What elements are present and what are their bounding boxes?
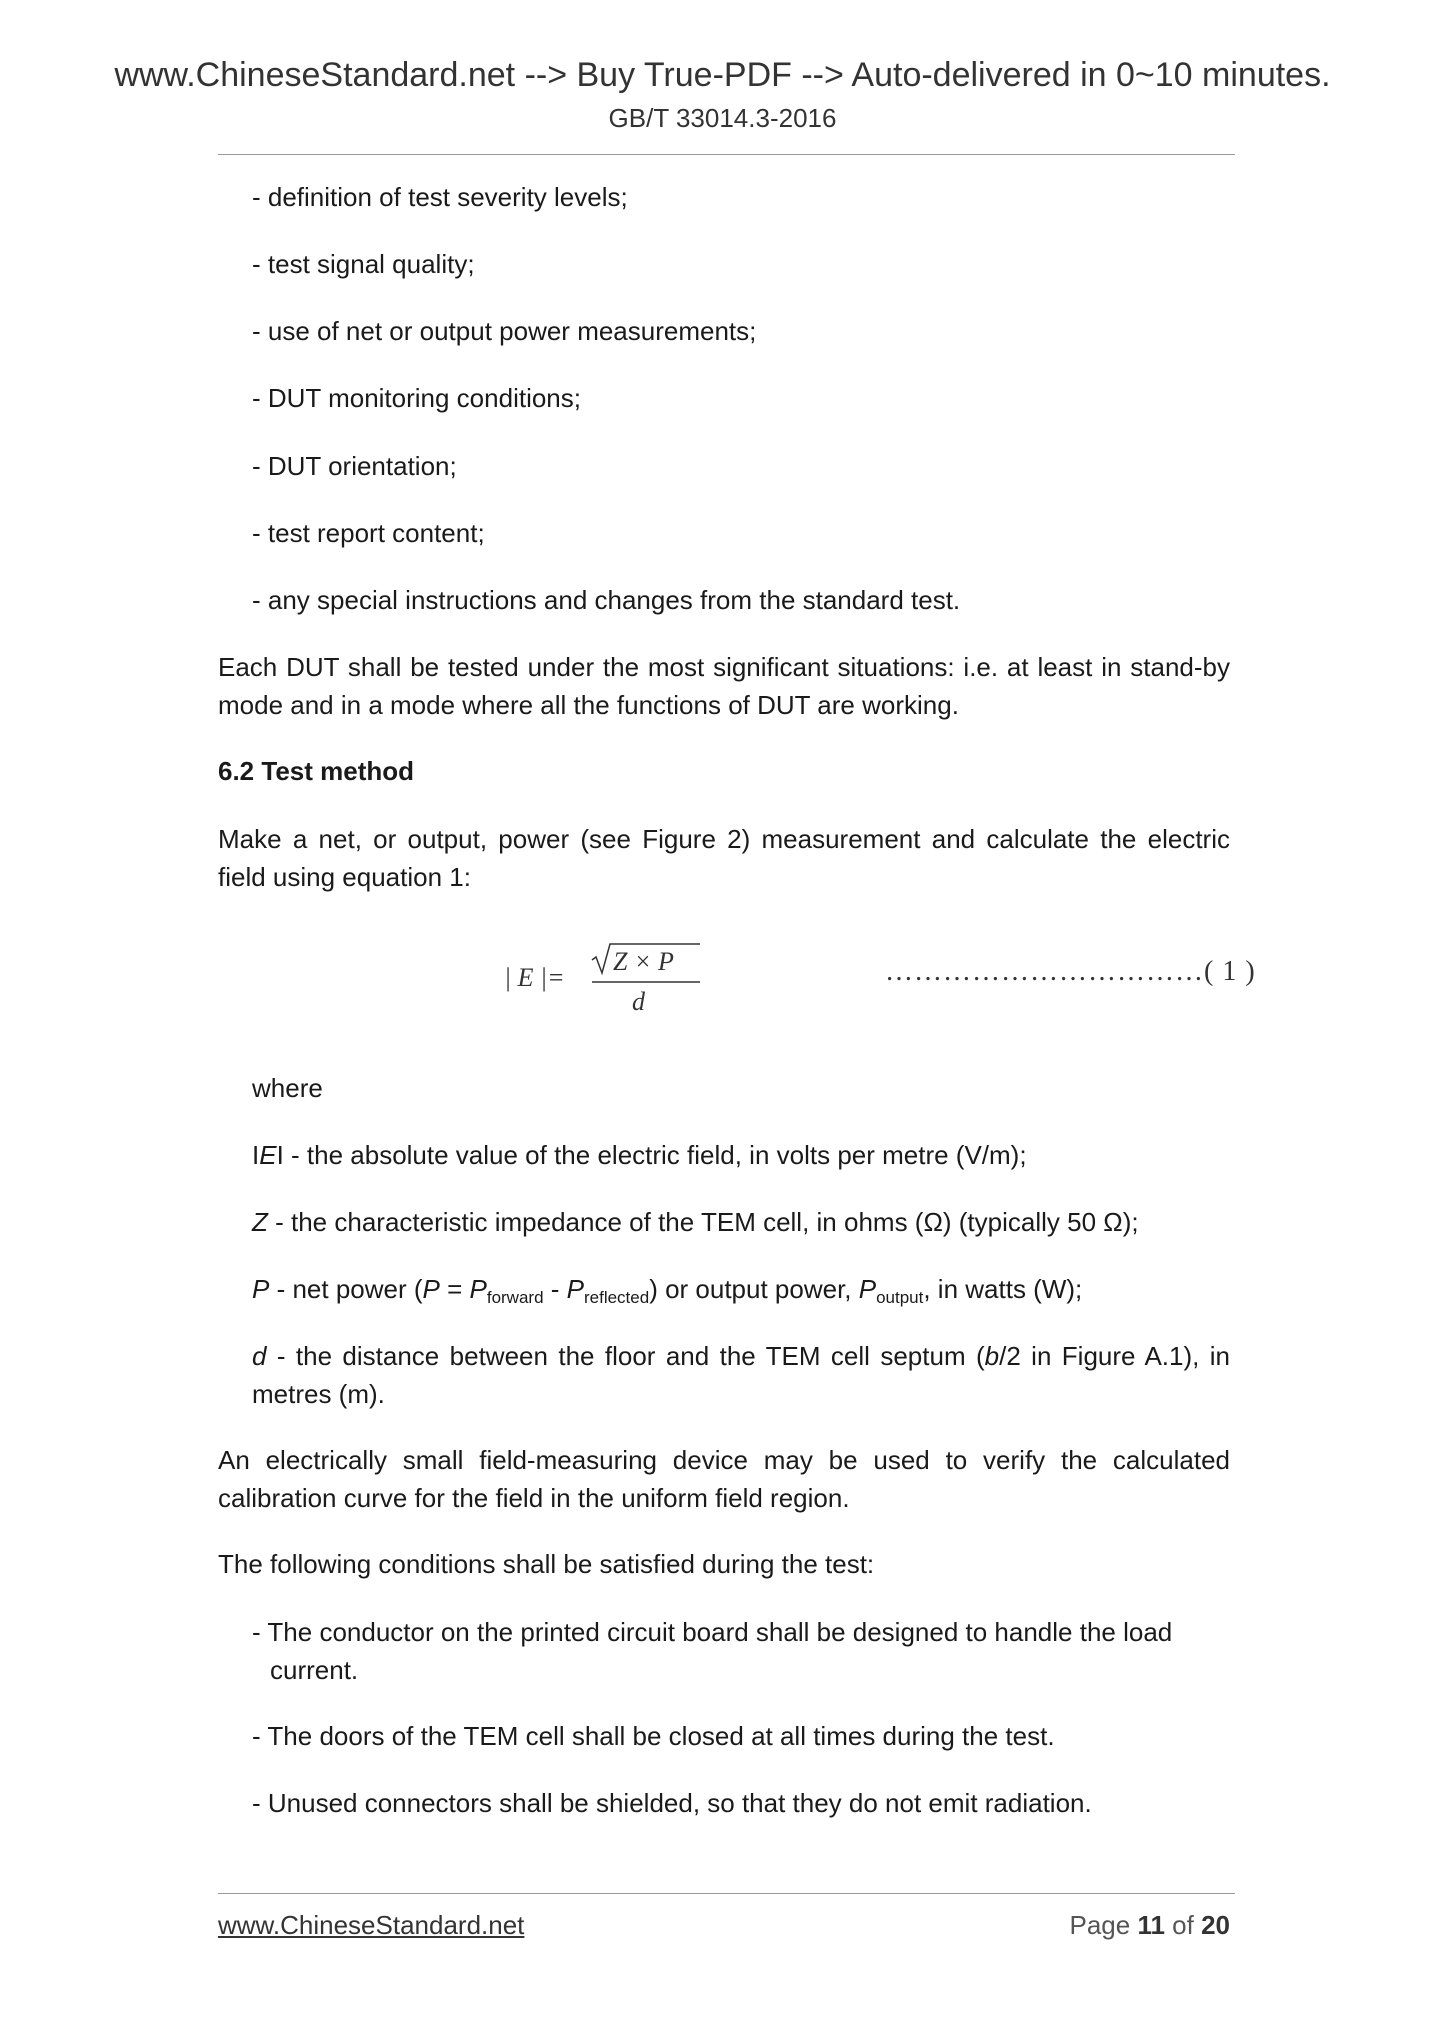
definition-d: d - the distance between the floor and the TEM cell septum (b/2 in Figure A.1), in metres (m). bbox=[252, 1341, 1230, 1409]
equation-denominator: d bbox=[632, 987, 645, 1016]
equation-number bbox=[885, 956, 1256, 988]
equation-formula bbox=[500, 940, 760, 1020]
page-indicator: Page 11 of 20 bbox=[1069, 1910, 1230, 1940]
symbol-z: Z bbox=[252, 1207, 268, 1237]
list-item: - test signal quality; bbox=[252, 249, 475, 279]
condition-item: - The doors of the TEM cell shall be closed at all times during the test. bbox=[252, 1721, 1055, 1751]
equation-1 bbox=[500, 940, 760, 1020]
standard-number: GB/T 33014.3-2016 bbox=[608, 103, 837, 133]
section-heading: 6.2 Test method bbox=[218, 756, 415, 786]
definition-p: P - net power $(P = P_{forward} - P_{reflected})$ or output power, $P_{output}$, in watts (W); bbox=[252, 1274, 1083, 1307]
equation-label: ( 1 ) bbox=[1204, 956, 1256, 987]
footer-divider bbox=[218, 1893, 1235, 1894]
equation-lhs: | E |= bbox=[504, 963, 565, 992]
footer-website-link[interactable]: www.ChineseStandard.net bbox=[218, 1910, 525, 1940]
equation-numerator: Z × P bbox=[613, 947, 674, 976]
definition-z: Z - the characteristic impedance of the TEM cell, in ohms (Ω) (typically 50 Ω); bbox=[252, 1207, 1139, 1237]
current-page: 11 bbox=[1137, 1910, 1165, 1940]
paragraph-make-net: Make a net, or output, power (see Figure 2) measurement and calculate the electric field using equation 1: bbox=[218, 824, 1230, 892]
condition-item: - The conductor on the printed circuit board shall be designed to handle the load current. bbox=[252, 1617, 1173, 1685]
paragraph-conditions: The following conditions shall be satisfied during the test: bbox=[218, 1549, 875, 1579]
list-item: - DUT orientation; bbox=[252, 451, 457, 481]
paragraph-each-dut: Each DUT shall be tested under the most significant situations: i.e. at least in stand-by mode and in a mode where all the functions of DUT are working. bbox=[218, 652, 1230, 720]
header-banner: www.ChineseStandard.net --> Buy True-PDF --> Auto-delivered in 0~10 minutes. bbox=[114, 56, 1331, 94]
definition-e: IEI - the absolute value of the electric field, in volts per metre (V/m); bbox=[252, 1140, 1027, 1170]
condition-item: - Unused connectors shall be shielded, so that they do not emit radiation. bbox=[252, 1788, 1092, 1818]
symbol-e: E bbox=[259, 1140, 277, 1170]
list-item: - test report content; bbox=[252, 518, 485, 548]
where-label: where bbox=[252, 1073, 323, 1103]
list-item: - any special instructions and changes from the standard test. bbox=[252, 585, 961, 615]
total-pages: 20 bbox=[1201, 1910, 1230, 1940]
list-item: - use of net or output power measurements; bbox=[252, 316, 757, 346]
header-divider bbox=[218, 154, 1235, 155]
list-item: - DUT monitoring conditions; bbox=[252, 383, 581, 413]
equation-leader-dots: …………………………… bbox=[885, 956, 1204, 987]
paragraph-field-device: An electrically small field-measuring device may be used to verify the calculated calibration curve for the field in the uniform field region. bbox=[218, 1445, 1230, 1513]
list-item: - definition of test severity levels; bbox=[252, 182, 628, 212]
